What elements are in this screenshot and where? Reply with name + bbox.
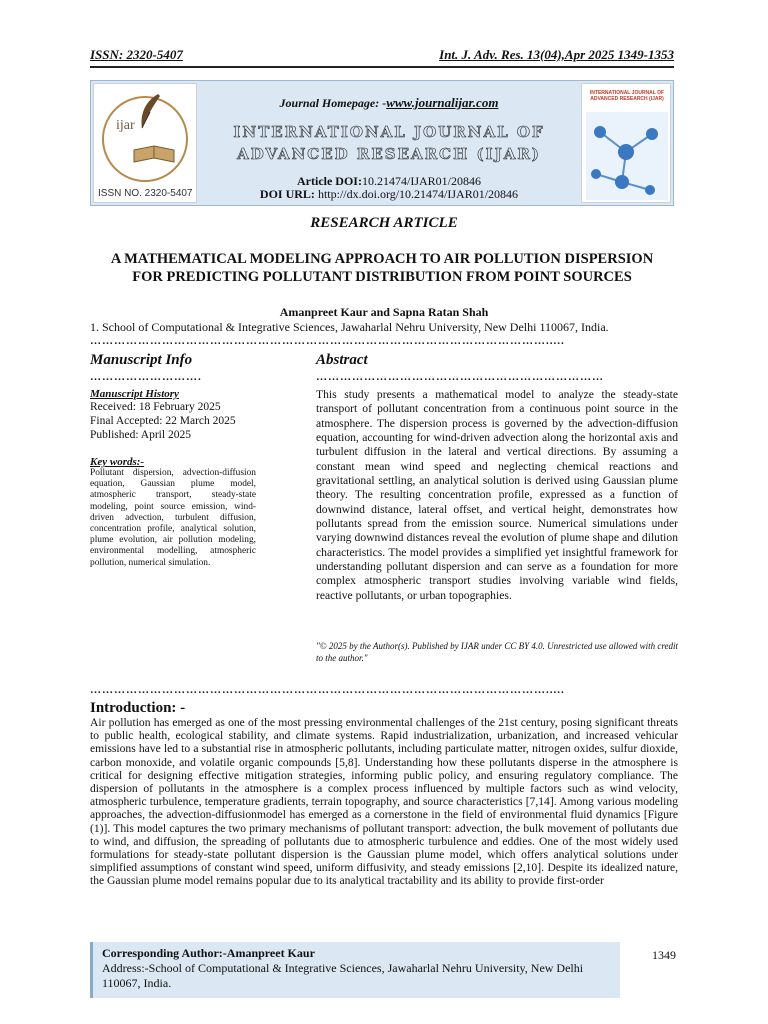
journal-title-line2: ADVANCED RESEARCH (IJAR) (237, 145, 541, 163)
accepted-date: Final Accepted: 22 March 2025 (90, 415, 236, 427)
separator-dots: ……………………………………………………………………………………………………..... (90, 335, 565, 347)
doi-url-value[interactable]: http://dx.doi.org/10.21474/IJAR01/20846 (317, 187, 519, 201)
abstract-dots: ……………………………………………………………… (316, 371, 604, 383)
homepage-link[interactable]: www.journalijar.com (386, 95, 499, 110)
article-type: RESEARCH ARTICLE (310, 215, 458, 231)
introduction-heading: Introduction: - (90, 700, 186, 716)
journal-logo (93, 83, 197, 203)
corresponding-author: Corresponding Author:-Amanpreet Kaur (102, 946, 315, 960)
logo-issn: ISSN NO. 2320-5407 (98, 188, 193, 199)
quill-icon (134, 92, 164, 132)
introduction-text: Air pollution has emerged as one of the most pressing environmental challenges of the 21st century, posing significant threats to public health, ecological stability, and climate systems. Rapid industrialization, urbanization, and increased vehicular emissions have led to a substantial rise in atmospheric pollutants, including particulate matter, nitrogen oxides, sulfur dioxide, carbon monoxide, and volatile organic compounds [5,8]. Understanding how these pollutants disperse in the atmosphere is critical for designing effective mitigation strategies, informing public policy, and ensuring regulatory compliance. The dispersion of pollutants in the atmosphere is a complex process influenced by multiple factors such as wind velocity, atmospheric turbulence, temperature gradients, terrain topography, and source characteristics [7,14]. Among various modeling approaches, the advection-diffusionmodel has emerged as a cornerstone in the field of environmental fluid dynamics [Figure (1)]. This model captures the two primary mechanisms of pollutant transport: advection, the bulk movement of pollutants due to wind, and diffusion, the spreading of pollutants due to atmospheric turbulence and eddies. One of the most widely used formulations for steady-state pollutant dispersion is the Gaussian plume model, which offers analytical solutions under simplified assumptions of constant wind speed, uniform diffusivity, and steady emissions [2,10]. Despite its idealized nature, the Gaussian plume model remains popular due to its analytical tractability and its ability to provide first-order (90, 716, 678, 888)
doi-url-label: DOI URL: (259, 187, 315, 201)
page-number: 1349 (652, 948, 676, 962)
header-rule (90, 66, 674, 68)
license-note: "© 2025 by the Author(s). Published by IJAR under CC BY 4.0. Unrestricted use allowed with credit to the author." (316, 641, 678, 663)
citation-header: Int. J. Adv. Res. 13(04),Apr 2025 1349-1353 (439, 47, 674, 62)
article-title (90, 250, 674, 286)
received-date: Received: 18 February 2025 (90, 401, 221, 413)
abstract-text: This study presents a mathematical model to analyze the steady-state transport of pollutant concentration from a continuous point source in the atmosphere. The dispersion process is governed by the advection-diffusion equation, accounting for wind-driven advection along the horizontal axis and turbulent diffusion in the lateral and vertical directions. By assuming a constant mean wind speed and neglecting chemical reactions and gravitational settling, an analytical solution is derived using Gaussian plume theory. The resulting concentration profile, expressed as a function of downwind distance, lateral offset, and vertical height, demonstrates how pollutants spread from the emission source. Numerical simulations under varying downwind distances reveal the evolution of plume shape and dilution characteristics. The model provides a simplified yet insightful framework for understanding pollutant dispersion and can serve as a foundation for more complex atmospheric transport studies involving variable wind fields, reactive pollutants, or urban topographies. (316, 388, 678, 602)
abstract-heading: Abstract (316, 352, 368, 368)
journal-title-line1: INTERNATIONAL JOURNAL OF (233, 123, 545, 141)
affiliation: 1. School of Computational & Integrative Sciences, Jawaharlal Nehru University, New Delhi 110067, India. (90, 320, 609, 334)
homepage-label: Journal Homepage: - (279, 96, 387, 110)
journal-banner (90, 80, 674, 206)
title-line1: A MATHEMATICAL MODELING APPROACH TO AIR POLLUTION DISPERSION (110, 251, 654, 267)
keywords-label: Key words:- (90, 456, 145, 468)
banner-center (197, 81, 581, 205)
manuscript-dots: ………………………. (90, 371, 202, 383)
separator-dots-bottom: ……………………………………………………………………………………………………..... (90, 684, 565, 696)
book-icon (132, 142, 176, 166)
journal-cover-image (581, 83, 671, 203)
published-date: Published: April 2025 (90, 429, 191, 441)
journal-homepage (197, 95, 581, 111)
cover-title: INTERNATIONAL JOURNAL OF ADVANCED RESEARCH (IJAR) (589, 90, 665, 102)
manuscript-info-heading: Manuscript Info (90, 352, 193, 368)
manuscript-history-label: Manuscript History (90, 388, 179, 400)
doi-url (197, 187, 581, 202)
doi-value: 10.21474/IJAR01/20846 (361, 174, 481, 188)
issn-header: ISSN: 2320-5407 (90, 47, 183, 62)
doi-label: Article DOI: (297, 174, 362, 188)
title-line2: FOR PREDICTING POLLUTANT DISTRIBUTION FROM POINT SOURCES (132, 269, 632, 285)
logo-text: ijar (116, 118, 135, 133)
keywords-text: Pollutant dispersion, advection-diffusion equation, Gaussian plume model, atmospheric transport, steady-state modeling, point source emission, wind-driven advection, turbulent diffusion, concentration profile, analytical solution, plume evolution, air pollution modeling, environmental modelling, atmospheric pollution, numerical simulation. (90, 468, 256, 568)
authors: Amanpreet Kaur and Sapna Ratan Shah (279, 305, 489, 319)
corresponding-address: Address:-School of Computational & Integrative Sciences, Jawaharlal Nehru University, New Delhi 110067, India. (102, 961, 584, 990)
molecule-illustration (586, 112, 668, 200)
